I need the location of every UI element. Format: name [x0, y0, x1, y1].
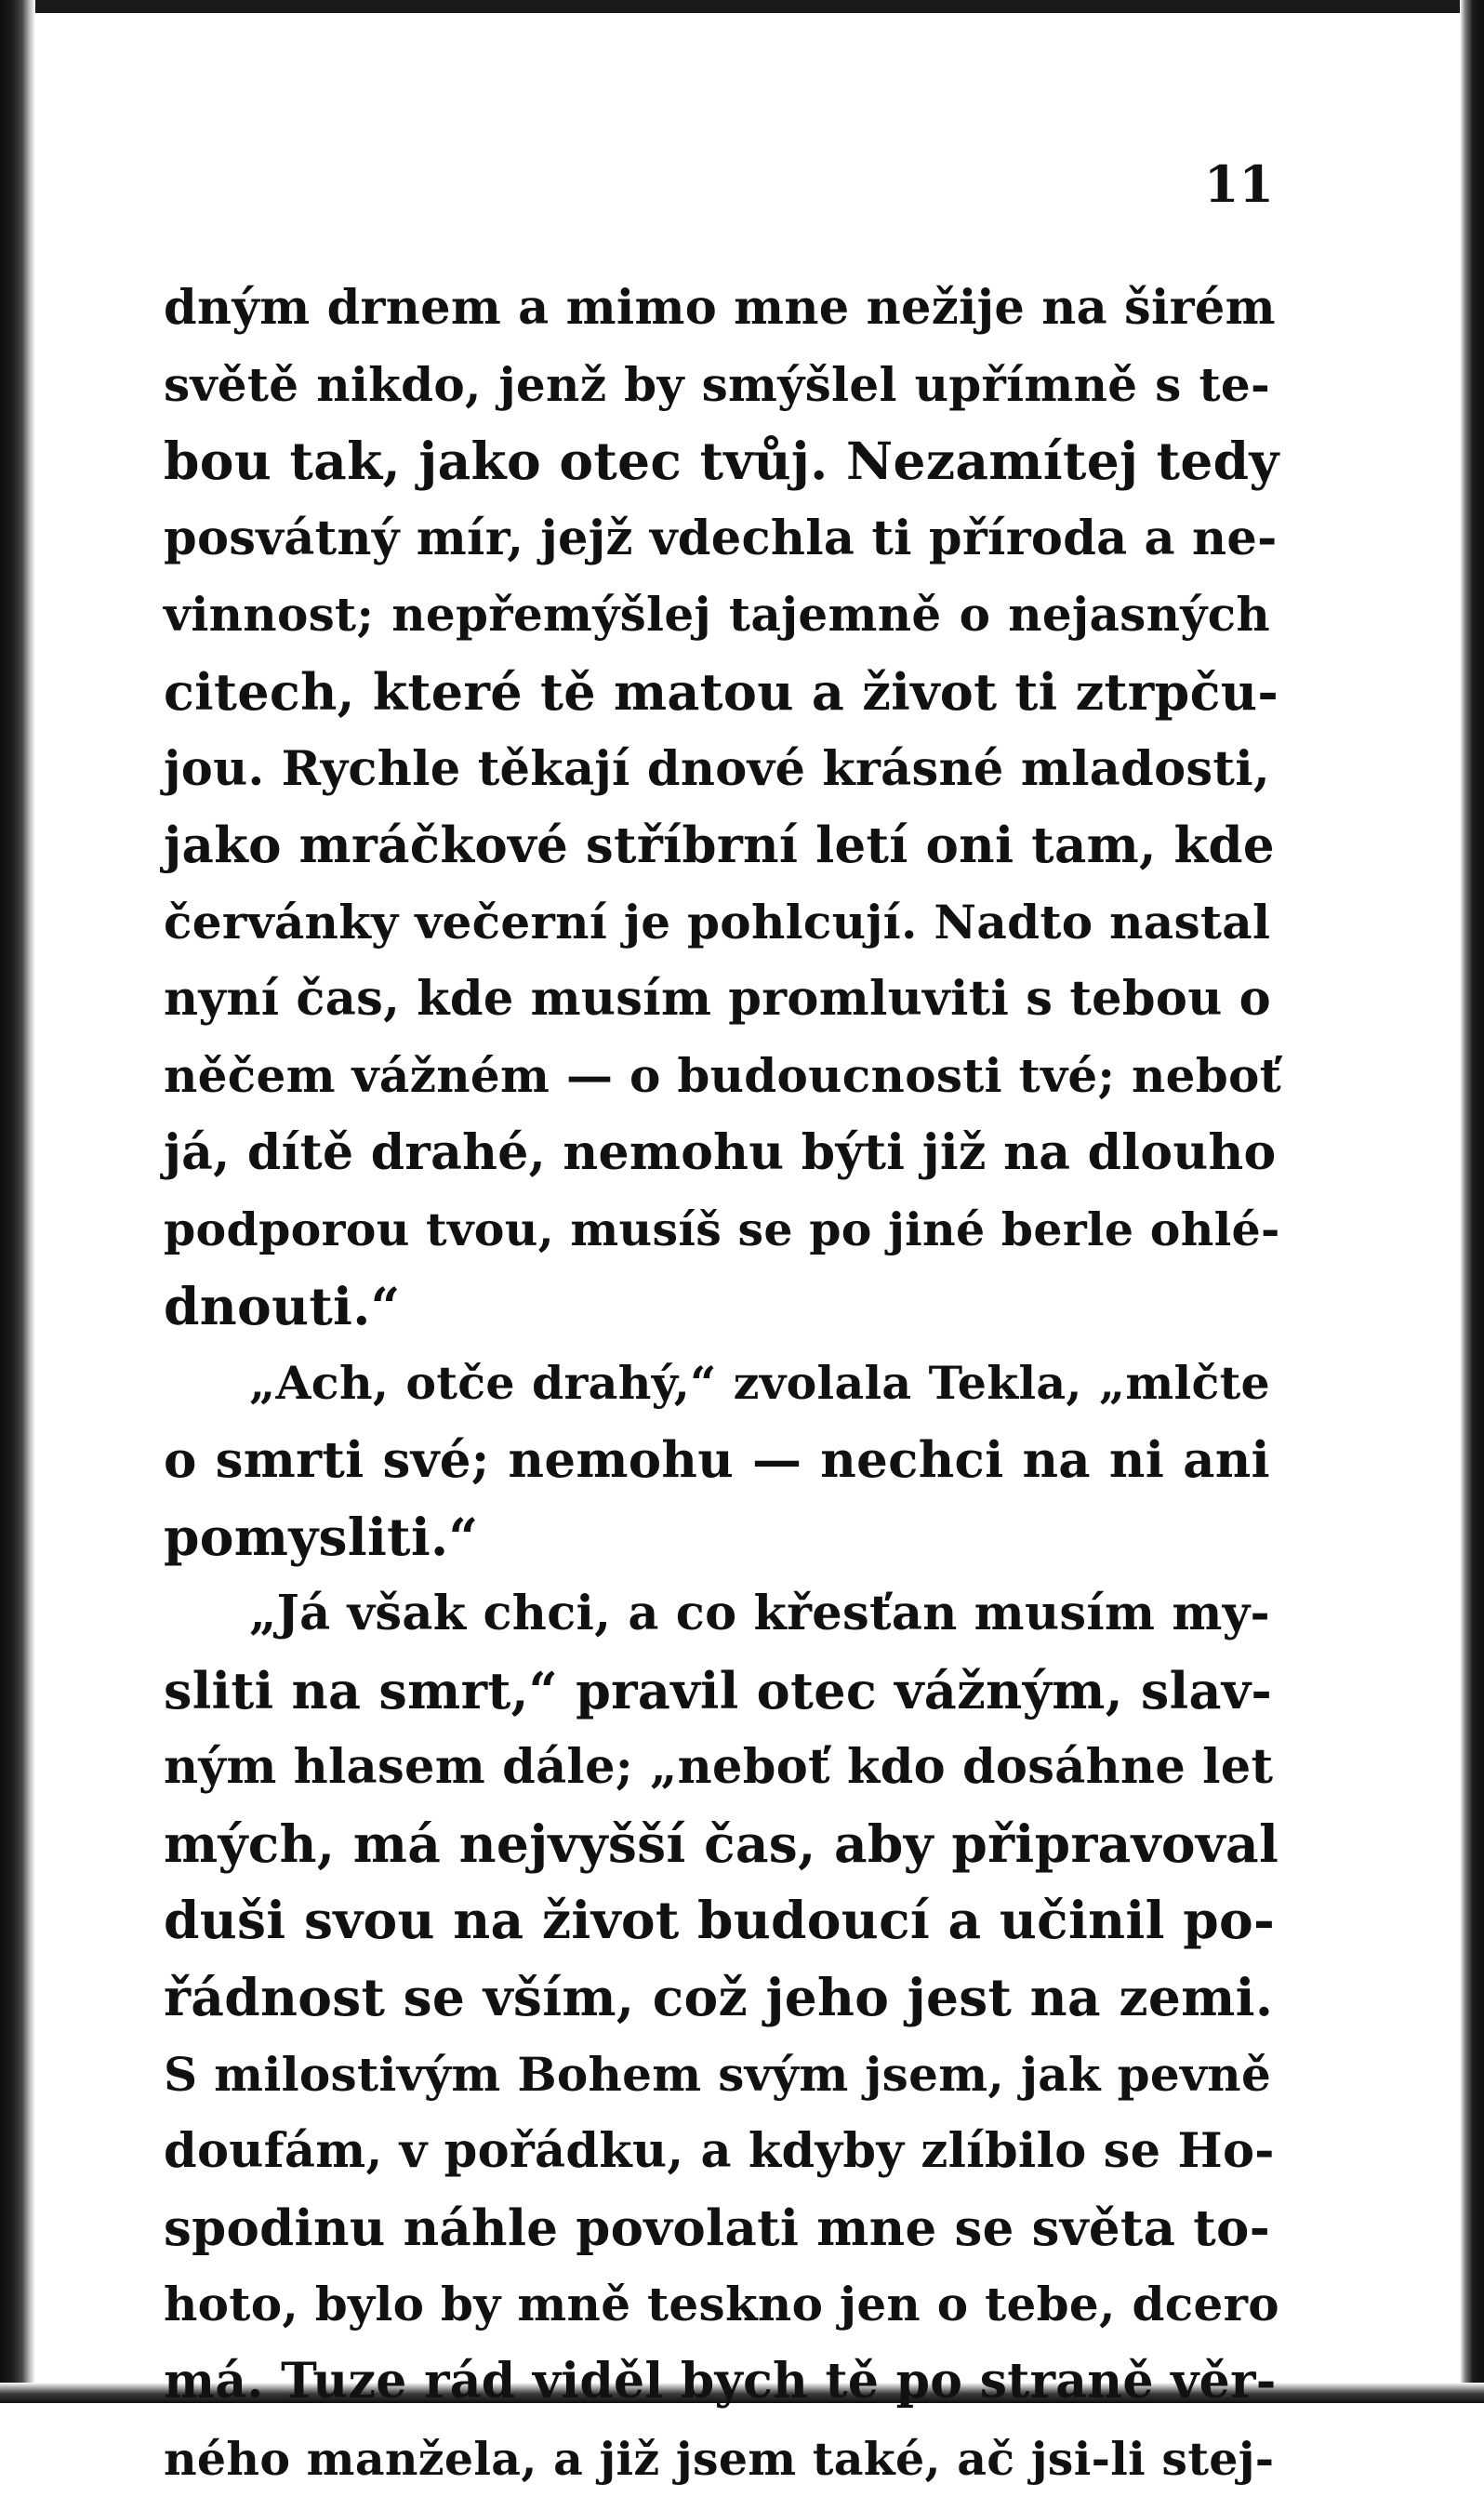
text-line: S milostivým Bohem svým jsem, jak pevně: [164, 2046, 1272, 2102]
text-line: dným drnem a mimo mne nežije na širém: [164, 280, 1276, 336]
text-line: červánky večerní je pohlcují. Nadto nastal: [164, 894, 1271, 950]
text-line: „Já však chci, a co křesťan musím my-: [249, 1586, 1270, 1642]
text-line: ným hlasem dále; „neboť kdo dosáhne let: [164, 1739, 1274, 1796]
text-line: má. Tuze rád viděl bych tě po straně věr-: [164, 2353, 1277, 2411]
text-line: jako mráčkové stříbrní letí oni tam, kde: [164, 817, 1275, 875]
text-line: řádnost se vším, což jeho jest na zemi.: [164, 1967, 1274, 2028]
text-line: „Ach, otče drahý,“ zvolala Tekla, „mlčte: [249, 1356, 1270, 1411]
page-number: 11: [1203, 154, 1274, 214]
text-line: něčem vážném — o budoucnosti tvé; neboť: [164, 1047, 1282, 1103]
body-text: [164, 270, 1282, 2497]
text-line: vinnost; nepřemýšlej tajemně o nejasných: [164, 587, 1270, 643]
scan-edge-right: [1460, 0, 1484, 2403]
text-line: světě nikdo, jenž by smýšlel upřímně s te-: [164, 356, 1270, 412]
text-line: jou. Rychle těkají dnové krásné mladosti,: [164, 740, 1270, 797]
text-line: podporou tvou, musíš se po jiné berle ohlé-: [164, 1202, 1280, 1257]
text-line: posvátný mír, jejž vdechla ti příroda a ne-: [164, 510, 1278, 566]
text-line: doufám, v pořádku, a kdyby zlíbilo se Ho-: [164, 2123, 1275, 2180]
text-line: já, dítě drahé, nemohu býti již na dlouho: [164, 1123, 1277, 1181]
scan-edge-left: [0, 0, 35, 2403]
text-line: o smrti své; nemohu — nechci na ni ani: [164, 1430, 1270, 1489]
scan-edge-top: [0, 0, 1484, 13]
text-line: pomysliti.“: [164, 1506, 479, 1567]
text-line: bou tak, jako otec tvůj. Nezamítej tedy: [164, 431, 1279, 492]
text-line: nyní čas, kde musím promluviti s tebou o: [164, 971, 1271, 1028]
text-line: ného manžela, a již jsem také, ač jsi-li stej-: [164, 2431, 1275, 2486]
text-line: citech, které tě matou a život ti ztrpču-: [164, 661, 1279, 722]
text-line: dnouti.“: [164, 1275, 401, 1336]
text-line: duši svou na život budoucí a učinil po-: [164, 1890, 1276, 1951]
text-line: mých, má nejvyšší čas, aby připravoval: [164, 1813, 1279, 1874]
text-line: spodinu náhle povolati mne se světa to-: [164, 2198, 1270, 2257]
text-line: sliti na smrt,“ pravil otec vážným, slav-: [164, 1660, 1273, 1720]
text-line: hoto, bylo by mně teskno jen o tebe, dcero: [164, 2277, 1279, 2332]
